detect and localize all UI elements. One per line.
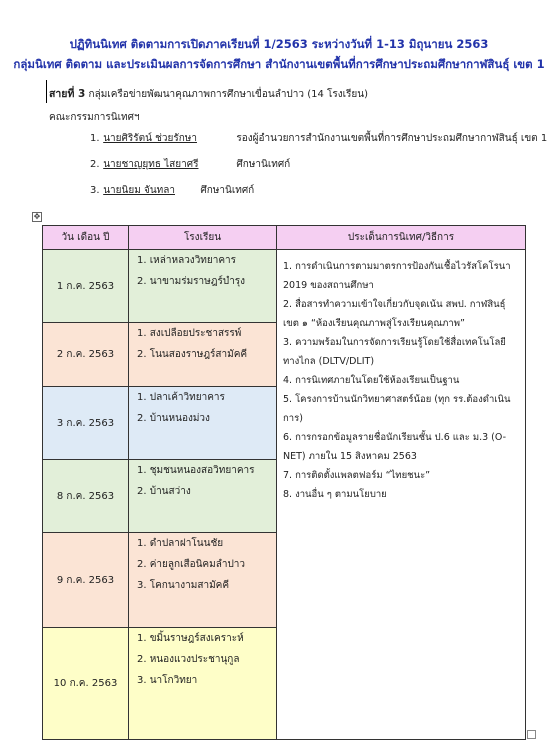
row-schools: [128, 322, 277, 387]
row-schools: [128, 249, 277, 323]
issue-item: 7. การติดตั้งแพลตฟอร์ม “ไทยชนะ”: [283, 470, 431, 481]
margin-marker: [46, 80, 47, 103]
school-item: 2. ค่ายลูกเสือนิคมลำปาว: [137, 559, 246, 570]
issue-item: 8. งานอื่น ๆ ตามนโยบาย: [283, 489, 387, 500]
row-schools: [128, 627, 277, 740]
school-item: 1. ชุมชนหนองสอวิทยาคาร: [137, 465, 255, 476]
row-date: 3 ก.ค. 2563: [42, 386, 129, 460]
issue-item: 1. การดำเนินการตามมาตรการป้องกันเชื้อไวรัสโคโรนา 2019 ของสถานศึกษา: [283, 261, 511, 291]
row-date: 1 ก.ค. 2563: [42, 249, 129, 323]
issue-item: 2. สื่อสารทำความเข้าใจเกี่ยวกับจุดเน้น สพป. กาฬสินธุ์ เขต ๑ “ห้องเรียนคุณภาพสู่โรงเรียนคุณภาพ”: [283, 299, 506, 329]
member-number: 2.: [90, 159, 100, 170]
issue-item: 6. การกรอกข้อมูลรายชื่อนักเรียนชั้น ป.6 และ ม.3 (O-NET) ภายใน 15 สิงหาคม 2563: [283, 432, 507, 462]
school-item: 3. โคกนางามสามัคคี: [137, 580, 230, 591]
row-date: 2 ก.ค. 2563: [42, 322, 129, 387]
committee-member: [90, 157, 290, 172]
school-item: 1. ขมิ้นราษฎร์สงเคราะห์: [137, 633, 244, 644]
school-item: 1. ดำปลาฝาโนนชัย: [137, 538, 224, 549]
header-issues: ประเด็นการนิเทศ/วิธีการ: [276, 225, 526, 250]
school-item: 1. ปลาเค้าวิทยาคาร: [137, 392, 225, 403]
committee-member: [90, 131, 547, 146]
member-name: นายนิยม จันทลา: [103, 185, 175, 196]
school-item: 2. หนองแวงประชานุกูล: [137, 654, 240, 665]
table-move-handle-icon[interactable]: ✥: [33, 212, 41, 221]
school-item: 2. บ้านหนองม่วง: [137, 413, 210, 424]
group-line: [49, 85, 368, 102]
row-date: 8 ก.ค. 2563: [42, 459, 129, 533]
member-number: 3.: [90, 185, 100, 196]
row-date: 10 ก.ค. 2563: [42, 627, 129, 740]
member-role: รองผู้อำนวยการสำนักงานเขตพื้นที่การศึกษาประถมศึกษากาฬสินธุ์ เขต 1: [236, 133, 548, 144]
issue-item: 5. โครงการบ้านนักวิทยาศาสตร์น้อย (ทุก รร.ต้องดำเนินการ): [283, 394, 511, 424]
school-item: 2. นาขามร่มราษฎร์บำรุง: [137, 276, 246, 287]
table-resize-handle-icon[interactable]: [527, 730, 536, 739]
group-label: สายที่ 3: [49, 88, 86, 100]
issue-item: 4. การนิเทศภายในโดยใช้ห้องเรียนเป็นฐาน: [283, 375, 460, 386]
group-description: กลุ่มเครือข่ายพัฒนาคุณภาพการศึกษาเขื่อนลำปาว (14 โรงเรียน): [88, 89, 369, 100]
member-name: นายศิริรัตน์ ช่วยรักษา: [103, 133, 197, 144]
committee-member: [90, 183, 254, 198]
issue-item: 3. ความพร้อมในการจัดการเรียนรู้โดยใช้สื่อเทคโนโลยีทางไกล (DLTV/DLIT): [283, 337, 506, 367]
member-number: 1.: [90, 133, 100, 144]
row-schools: [128, 459, 277, 533]
member-role: ศึกษานิเทศก์: [236, 159, 291, 170]
member-role: ศึกษานิเทศก์: [200, 185, 255, 196]
school-item: 2. บ้านสว่าง: [137, 486, 191, 497]
row-date: 9 ก.ค. 2563: [42, 532, 129, 628]
committee-label: คณะกรรมการนิเทศฯ: [49, 112, 140, 123]
school-item: 2. โนนสองราษฎร์สามัคคี: [137, 349, 248, 360]
row-schools: [128, 386, 277, 460]
member-name: นายชาญยุทธ ไสยาศรี: [103, 159, 199, 170]
school-item: 1. เหล่าหลวงวิทยาคาร: [137, 255, 237, 266]
school-item: 1. สงเปลือยประชาสรรพ์: [137, 328, 242, 339]
document-title: ปฏิทินนิเทศ ติดตามการเปิดภาคเรียนที่ 1/2563 ระหว่างวันที่ 1-13 มิถุนายน 2563: [69, 37, 489, 51]
row-schools: [128, 532, 277, 628]
header-date: วัน เดือน ปี: [42, 225, 129, 250]
document-subtitle: กลุ่มนิเทศ ติดตาม และประเมินผลการจัดการศึกษา สำนักงานเขตพื้นที่การศึกษาประถมศึกษากาฬสินธุ์ เขต 1: [13, 57, 545, 71]
schedule-table: [42, 225, 526, 740]
header-school: โรงเรียน: [128, 225, 277, 250]
issues-cell: [276, 249, 526, 740]
school-item: 3. นาโกวิทยา: [137, 675, 198, 686]
